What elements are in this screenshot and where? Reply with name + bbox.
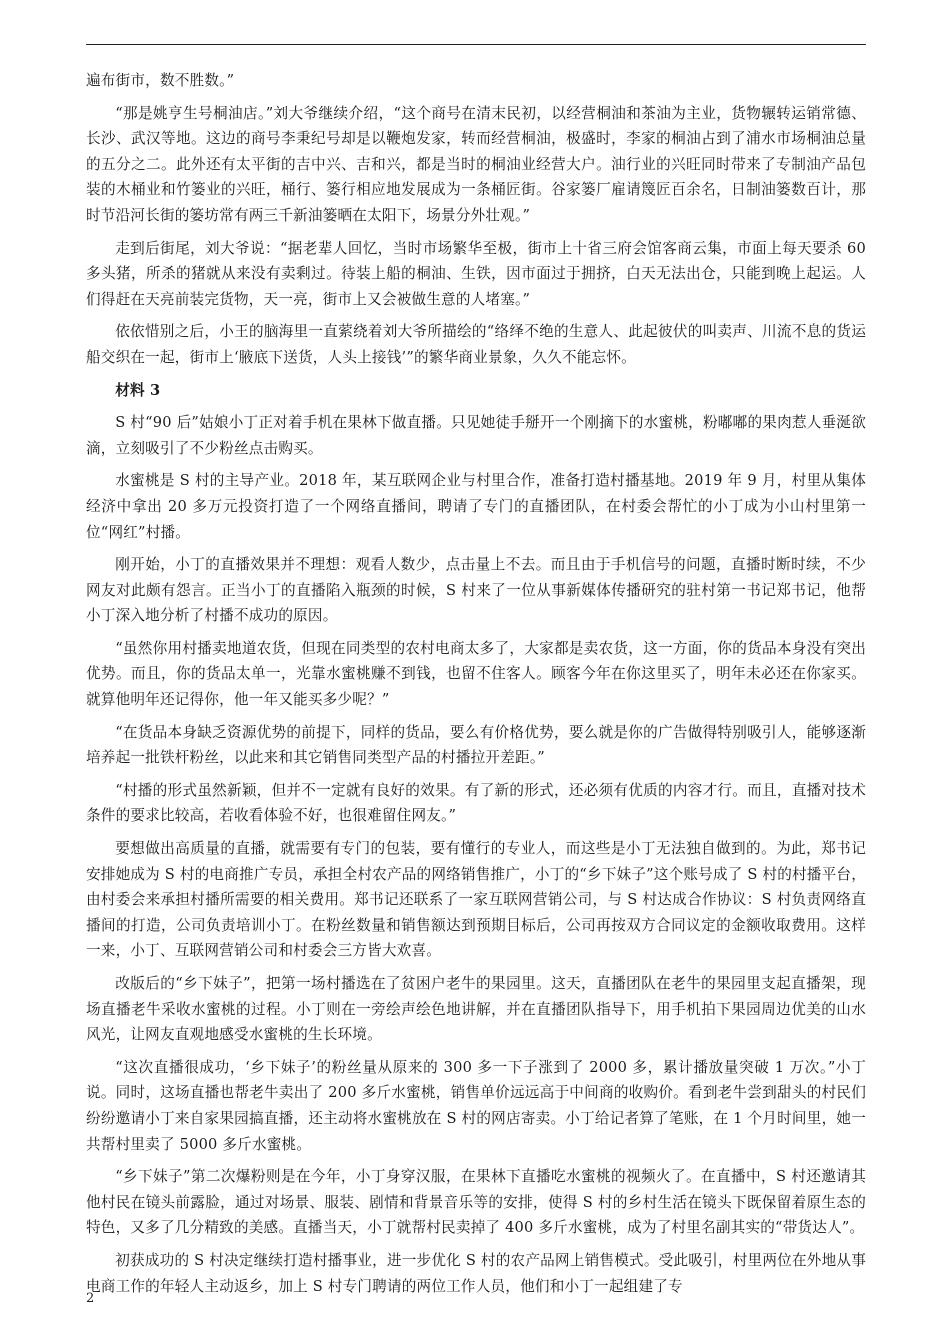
paragraph: “那是姚亨生号桐油店。”刘大爷继续介绍，“这个商号在清末民初，以经营桐油和茶油为主业，货物辗转运销常德、长沙、武汉等地。这边的商号李秉纪号却是以鞭炮发家，转而经营桐油，极盛时，李家的桐油占到了浦水市场桐油总量的五分之二。此外还有太平街的吉中兴、吉和兴，都是当时的桐油业经营大户。油行业的兴旺同时带来了专制油产品包装的木桶业和竹篓业的兴旺，桶行、篓行相应地发展成为一条桶匠街。谷家篓厂雇请篾匠百余名，日制油篓数百计，那时节沿河长街的篓坊常有两三千新油篓晒在太阳下，场景分外壮观。”: [86, 104, 866, 224]
paragraph: “乡下妹子”第二次爆粉则是在今年，小丁身穿汉服，在果林下直播吃水蜜桃的视频火了。在直播中，S 村还邀请其他村民在镜头前露脸，通过对场景、服装、剧情和背景音乐等的安排，使得 S 村的乡村生活在镜头下既保留着原生态的特色，又多了几分精致的美感。直播当天，小丁就帮村民卖掉了 400 多斤水蜜桃，成为了村里名副其实的“带货达人”。: [86, 1168, 866, 1237]
paragraph: S 村“90 后”姑娘小丁正对着手机在果林下做直播。只见她徒手掰开一个刚摘下的水蜜桃，粉嘟嘟的果肉惹人垂涎欲滴，立刻吸引了不少粉丝点击购买。: [86, 414, 866, 457]
paragraph: 初获成功的 S 村决定继续打造村播事业，进一步优化 S 村的农产品网上销售模式。受此吸引，村里两位在外地从事电商工作的年轻人主动返乡，加上 S 村专门聘请的两位工作人员，他们和小丁一起组建了专: [86, 1251, 866, 1295]
paragraph: “虽然你用村播卖地道农货，但现在同类型的农村电商太多了，大家都是卖农货，这一方面，你的货品本身没有突出优势。而且，你的货品太单一，光靠水蜜桃赚不到钱，也留不住客人。顾客今年在你这里买了，明年未必还在你家买。就算他明年还记得你，他一年又能买多少呢？”: [86, 639, 866, 709]
document-body: [86, 68, 866, 1306]
section-heading: 材料 3: [115, 381, 161, 399]
paragraph: 依依惜别之后，小王的脑海里一直萦绕着刘大爷所描绘的“络绎不绝的生意人、此起彼伏的叫卖声、川流不息的货运船交织在一起，街市上‘腋底下送货，人头上接钱’”的繁华商业景象，久久不能忘怀。: [86, 323, 866, 366]
paragraph: 要想做出高质量的直播，就需要有专门的包装，要有懂行的专业人，而这些是小丁无法独自做到的。为此，郑书记安排她成为 S 村的电商推广专员，承担全村农产品的网络销售推广，小丁的“乡下妹子”这个账号成了 S 村的村播平台，由村委会来承担村播所需要的相关费用。郑书记还联系了一家互联网营销公司，与 S 村达成合作协议：S 村负责网络直播间的打造，公司负责培训小丁。在粉丝数量和销售额达到预期目标后，公司再按双方合同议定的金额收取费用。这样一来，小丁、互联网营销公司和村委会三方皆大欢喜。: [86, 840, 866, 960]
paragraph: 水蜜桃是 S 村的主导产业。2018 年，某互联网企业与村里合作，准备打造村播基地。2019 年 9 月，村里从集体经济中拿出 20 多万元投资打造了一个网络直播间，聘请了专门的直播团队，在村委会帮忙的小丁成为小山村里第一位“网红”村播。: [86, 472, 866, 541]
paragraph: “这次直播很成功，‘乡下妹子’的粉丝量从原来的 300 多一下子涨到了 2000 多，累计播放量突破 1 万次。”小丁说。同时，这场直播也帮老牛卖出了 200 多斤水蜜桃，销售单价远远高于中间商的收购价。看到老牛尝到甜头的村民们纷纷邀请小丁来自家果园搞直播，还主动将水蜜桃放在 S 村的网店寄卖。小丁给记者算了笔账，在 1 个月时间里，她一共帮村里卖了 5000 多斤水蜜桃。: [86, 1058, 866, 1153]
paragraph: 刚开始，小丁的直播效果并不理想：观看人数少，点击量上不去。而且由于手机信号的问题，直播时断时续，不少网友对此颇有怨言。正当小丁的直播陷入瓶颈的时候，S 村来了一位从事新媒体传播研究的驻村第一书记郑书记，他帮小丁深入地分析了村播不成功的原因。: [86, 556, 866, 625]
page-number: 2: [86, 1291, 95, 1306]
paragraph: 改版后的“乡下妹子”，把第一场村播选在了贫困户老牛的果园里。这天，直播团队在老牛的果园里支起直播架，现场直播老牛采收水蜜桃的过程。小丁则在一旁绘声绘色地讲解，并在直播团队指导下，用手机拍下果园周边优美的山水风光，让网友直观地感受水蜜桃的生长环境。: [86, 975, 866, 1044]
paragraph: “村播的形式虽然新颖，但并不一定就有良好的效果。有了新的形式，还必须有优质的内容才行。而且，直播对技术条件的要求比较高，若收看体验不好，也很难留住网友。”: [86, 781, 866, 825]
paragraph: “在货品本身缺乏资源优势的前提下，同样的货品，要么有价格优势，要么就是你的广告做得特别吸引人，能够逐渐培养起一批铁杆粉丝，以此来和其它销售同类型产品的村播拉开差距。”: [86, 723, 866, 767]
header-rule: [86, 44, 866, 45]
paragraph-continuation: 遍布街市，数不胜数。”: [86, 72, 235, 89]
paragraph: 走到后街尾，刘大爷说：“据老辈人回忆，当时市场繁华至极，街市上十省三府会馆客商云集，市面上每天要杀 60 多头猪，所杀的猪就从来没有卖剩过。待装上船的桐油、生铁，因市面过于拥挤，白天无法出仓，只能到晚上起运。人们得赶在天亮前装完货物，天一亮，街市上又会被做生意的人堵塞。”: [86, 239, 866, 308]
